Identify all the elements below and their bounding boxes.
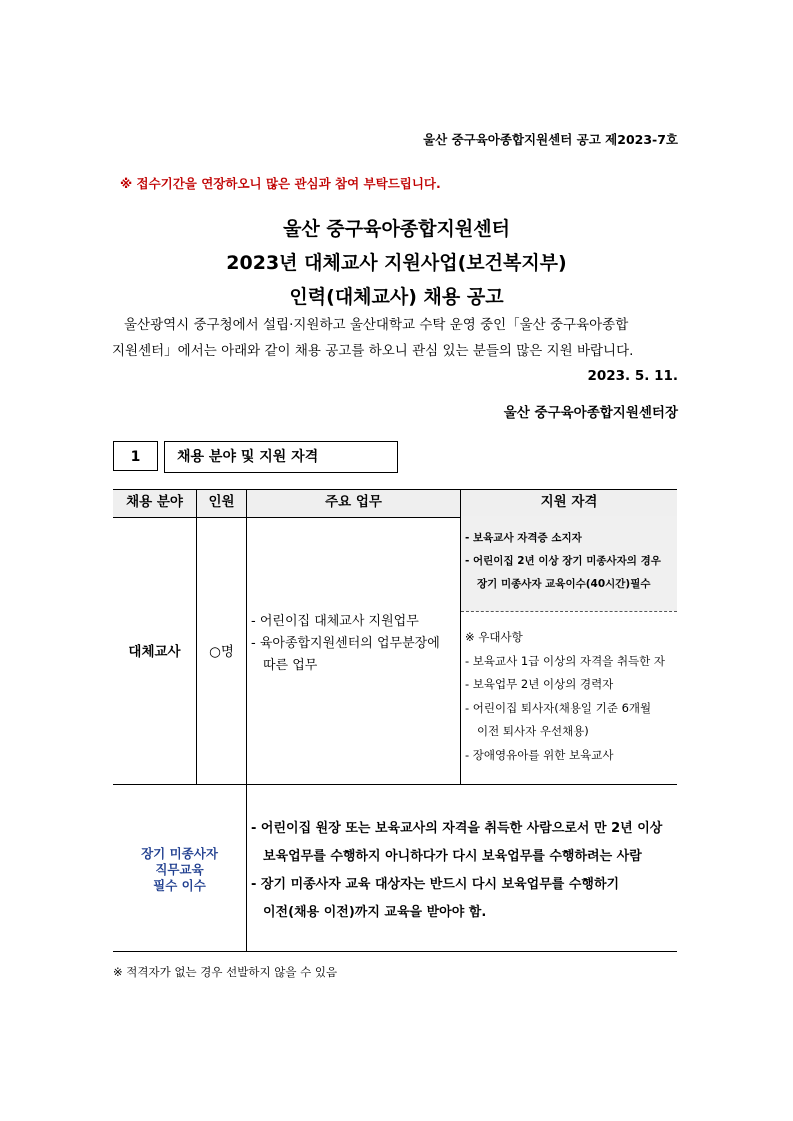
title-program: 2023년 대체교사 지원사업(보건복지부)	[226, 252, 567, 274]
training-line: 이전(채용 이전)까지 교육을 받아야 함.	[263, 905, 487, 920]
header-count: 인원	[208, 494, 235, 510]
section-number: 1	[113, 441, 158, 471]
preferred-item: - 장애영유아를 위한 보육교사	[465, 747, 614, 762]
col-divider	[196, 489, 197, 784]
training-label-line: 장기 미종사자	[141, 846, 218, 861]
col-divider	[460, 489, 461, 784]
col-divider	[246, 489, 247, 951]
qualification-divider	[461, 611, 677, 612]
header-duties: 주요 업무	[325, 494, 382, 510]
requirement-item: 장기 미종사자 교육이수(40시간)필수	[477, 578, 651, 590]
title-recruitment: 인력(대체교사) 채용 공고	[289, 286, 504, 308]
notice-date: 2023. 5. 11.	[587, 368, 678, 384]
header-qualifications: 지원 자격	[540, 494, 598, 510]
intro-line-1: 울산광역시 중구청에서 설립·지원하고 울산대학교 수탁 운영 중인「울산 중구육아종합	[124, 317, 629, 333]
table-bottom-border	[113, 951, 677, 952]
training-line: - 장기 미종사자 교육 대상자는 반드시 다시 보육업무를 수행하기	[251, 877, 620, 892]
duty-item: - 육아종합지원센터의 업무분장에	[251, 636, 440, 651]
row-divider	[113, 784, 677, 785]
preferred-item: - 보육교사 1급 이상의 자격을 취득한 자	[465, 653, 666, 668]
training-description	[251, 815, 662, 927]
training-line: 보육업무를 수행하지 아니하다가 다시 보육업무를 수행하려는 사람	[263, 849, 642, 864]
training-line: - 어린이집 원장 또는 보육교사의 자격을 취득한 사람으로서 만 2년 이상	[251, 821, 663, 836]
field-substitute-teacher: 대체교사	[128, 644, 181, 660]
footnote: ※ 적격자가 없는 경우 선발하지 않을 수 있음	[113, 965, 338, 979]
intro-paragraph	[112, 312, 678, 364]
required-qualifications	[465, 527, 661, 596]
requirement-item: - 보육교사 자격증 소지자	[465, 532, 582, 544]
preferred-title: ※ 우대사항	[465, 630, 523, 644]
extension-warning: ※ 접수기간을 연장하오니 많은 관심과 참여 부탁드립니다.	[120, 176, 441, 191]
duty-item: 따른 업무	[263, 658, 318, 673]
section-title: 채용 분야 및 지원 자격	[164, 441, 398, 473]
preferred-item: 이전 퇴사자 우선채용)	[477, 724, 589, 738]
training-label-line: 직무교육	[155, 862, 204, 877]
preferred-item: - 어린이집 퇴사자(채용일 기준 6개월	[465, 700, 652, 715]
title-organization: 울산 중구육아종합지원센터	[283, 218, 510, 240]
intro-line-2: 지원센터」에서는 아래와 같이 채용 공고를 하오니 관심 있는 분들의 많은 지원 바랍니다.	[112, 343, 634, 359]
signer: 울산 중구육아종합지원센터장	[503, 405, 678, 421]
preferred-item: - 보육업무 2년 이상의 경력자	[465, 677, 614, 691]
duties-list	[251, 611, 440, 677]
duty-item: - 어린이집 대체교사 지원업무	[251, 614, 419, 629]
requirement-item: - 어린이집 2년 이상 장기 미종사자의 경우	[465, 555, 661, 567]
headcount: ○명	[209, 644, 234, 660]
preferred-qualifications	[465, 626, 665, 767]
notice-number: 울산 중구육아종합지원센터 공고 제2023-7호	[423, 132, 678, 147]
header-field: 채용 분야	[126, 494, 183, 510]
training-label	[113, 846, 246, 894]
training-label-line: 필수 이수	[153, 878, 206, 893]
